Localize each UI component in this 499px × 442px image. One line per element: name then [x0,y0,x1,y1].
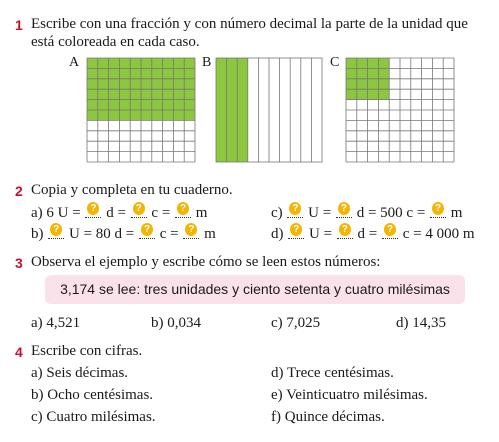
exercise-2-item-d: d) ? U = ? d = ? c = 4 000 m [271,224,475,242]
exercise-3-title: Observa el ejemplo y escribe cómo se leen estos números: [31,254,381,270]
blank: ? [174,204,192,220]
exercise-4-item-f: f) Quince décimas. [271,409,385,425]
exercise-2-item-b: b) ? U = 80 d = ? c = ? m [31,224,216,242]
blank: ? [182,225,200,241]
exercise-4-number: 4 [15,344,23,360]
blank: ? [286,204,304,220]
exercise-2-item-c: c) ? U = ? d = 500 c = ? m [271,203,463,221]
exercise-4-item-d: d) Trece centésimas. [271,365,394,381]
grid-label-b: B [202,55,212,70]
exercise-1-line-1: Escribe con una fracción y con número decimal la parte de la unidad que [31,16,468,32]
filled-area [216,58,248,162]
exercise-2-title: Copia y completa en tu cuaderno. [31,182,233,198]
blank: ? [130,204,148,220]
exercise-4-item-a: a) Seis décimas. [31,365,129,381]
exercise-4-title: Escribe con cifras. [31,343,143,359]
blank: ? [429,204,447,220]
blank: ? [138,225,156,241]
example-box: 3,174 se lee: tres unidades y ciento setenta y cuatro milésimas [45,275,465,304]
exercise-3-item-c: c) 7,025 [271,315,321,331]
exercise-4-item-e: e) Veinticuatro milésimas. [271,387,428,403]
grid-a [86,57,196,163]
exercise-2-number: 2 [15,183,23,199]
exercise-1-line-2: está coloreada en cada caso. [31,34,200,50]
exercise-3-item-a: a) 4,521 [31,315,81,331]
exercise-3-number: 3 [15,255,23,271]
blank: ? [335,204,353,220]
exercise-4-item-c: c) Cuatro milésimas. [31,409,156,425]
blank: ? [381,225,399,241]
exercise-3-item-b: b) 0,034 [151,315,201,331]
grid-c [345,57,455,163]
grid-b [215,57,323,163]
exercise-3-item-d: d) 14,35 [396,315,446,331]
blank: ? [84,204,102,220]
exercise-2-item-a: a) 6 U = ? d = ? c = ? m [31,203,208,221]
exercise-1-number: 1 [15,17,23,33]
exercise-4-item-b: b) Ocho centésimas. [31,387,154,403]
grid-label-a: A [69,55,80,70]
blank: ? [287,225,305,241]
grid-label-c: C [330,55,340,70]
blank: ? [47,225,65,241]
blank: ? [336,225,354,241]
